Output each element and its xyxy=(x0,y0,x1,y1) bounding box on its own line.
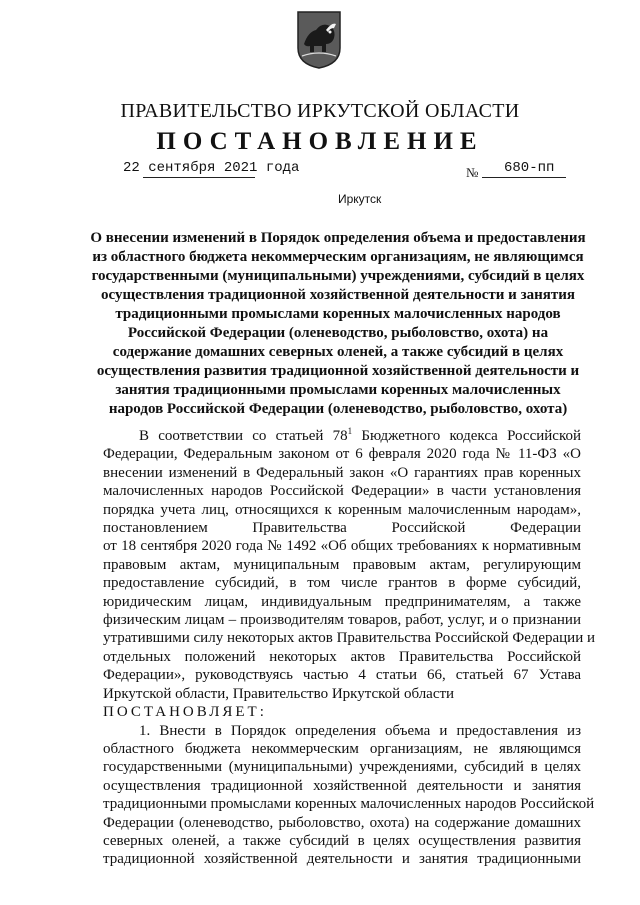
item-line: осуществления традиционной хозяйственной деятельности и занятия xyxy=(103,777,581,794)
preamble-line: малочисленных народов Российской Федерации» в части установления xyxy=(103,483,581,500)
preamble-line: внесении изменений в Федеральный закон «О гарантиях прав коренных xyxy=(103,464,581,481)
title-line: традиционными промыслами коренных малочисленных народов xyxy=(115,306,561,322)
preamble-line: предоставление субсидий, в том числе грантов в форме субсидий, xyxy=(103,575,581,592)
item-line: Федерации (оленеводство, рыболовство, охота) на содержание домашних xyxy=(103,814,581,831)
title-line: О внесении изменений в Порядок определения объема и предоставления xyxy=(90,230,586,246)
date-underline xyxy=(143,177,255,178)
decree-number: 680-пп xyxy=(504,160,555,176)
decree-date: 22 сентября 2021 года xyxy=(123,160,300,176)
document-title xyxy=(88,229,588,419)
item-line: государственными (муниципальными) учреждениями, субсидий в целях xyxy=(103,759,581,776)
title-line: осуществления традиционной хозяйственной деятельности и занятия xyxy=(101,287,575,303)
document-type: ПОСТАНОВЛЕНИЕ xyxy=(156,128,484,155)
title-line: Российской Федерации (оленеводство, рыболовство, охота) на xyxy=(127,325,549,341)
preamble-line: отдельных положений некоторых актов Правительства Российской xyxy=(103,648,581,665)
preamble-line: физическим лицам – производителям товаров, работ, услуг, и о признании xyxy=(103,612,581,629)
preamble-line: правовым актам, муниципальным правовым актам, регулирующим xyxy=(103,556,581,573)
item-line: традиционной хозяйственной деятельности и занятия традиционными xyxy=(103,851,581,868)
item-line: областного бюджета некоммерческим организациям, не являющимся xyxy=(103,740,581,757)
irkutsk-coat-of-arms-icon xyxy=(296,10,342,70)
number-sign: № xyxy=(466,165,479,180)
resolves-heading: ПОСТАНОВЛЯЕТ: xyxy=(103,704,267,721)
title-line: из областного бюджета некоммерческим организациям, не являющимся xyxy=(92,249,584,265)
city-name: Иркутск xyxy=(338,192,382,206)
item-line: 1. Внести в Порядок определения объема и предоставления из xyxy=(139,722,581,739)
preamble-line: от 18 сентября 2020 года № 1492 «Об общих требованиях к нормативным xyxy=(103,538,581,555)
title-line: занятия традиционными промыслами коренных малочисленных xyxy=(115,382,561,398)
document-body xyxy=(103,422,596,869)
preamble-line: постановлением Правительства Российской Федерации xyxy=(103,520,581,537)
title-line: государственными (муниципальными) учреждениями, субсидий в целях xyxy=(91,268,585,284)
title-line: осуществления развития традиционной хозяйственной деятельности и xyxy=(96,363,580,379)
government-name: ПРАВИТЕЛЬСТВО ИРКУТСКОЙ ОБЛАСТИ xyxy=(120,100,520,122)
item-line: традиционными промыслами коренных малочисленных народов Российской xyxy=(103,796,595,813)
preamble-line: юридическим лицам, индивидуальным предпринимателям, а также xyxy=(103,593,581,610)
preamble-line: Федерации», руководствуясь частью 4 статьи 66, статьей 67 Устава xyxy=(103,667,581,684)
preamble-line: утратившими силу некоторых актов Правительства Российской Федерации и xyxy=(103,630,596,647)
title-line: народов Российской Федерации (оленеводство, рыболовство, охота) xyxy=(108,401,568,417)
title-line: содержание домашних северных оленей, а также субсидий в целях xyxy=(112,344,564,360)
item-line: северных оленей, а также субсидий в целях осуществления развития xyxy=(103,832,581,849)
preamble-line: порядка учета лиц, относящихся к коренным малочисленным народам», xyxy=(103,501,581,518)
number-underline xyxy=(482,177,566,178)
preamble-line: Федерации, Федеральным законом от 6 февраля 2020 года № 11-ФЗ «О xyxy=(103,446,581,463)
preamble-first-line: В соответствии со статьей $78^1$ Бюджетного кодекса Российской xyxy=(139,426,581,444)
preamble-line: Иркутской области, Правительство Иркутской области xyxy=(103,685,455,702)
